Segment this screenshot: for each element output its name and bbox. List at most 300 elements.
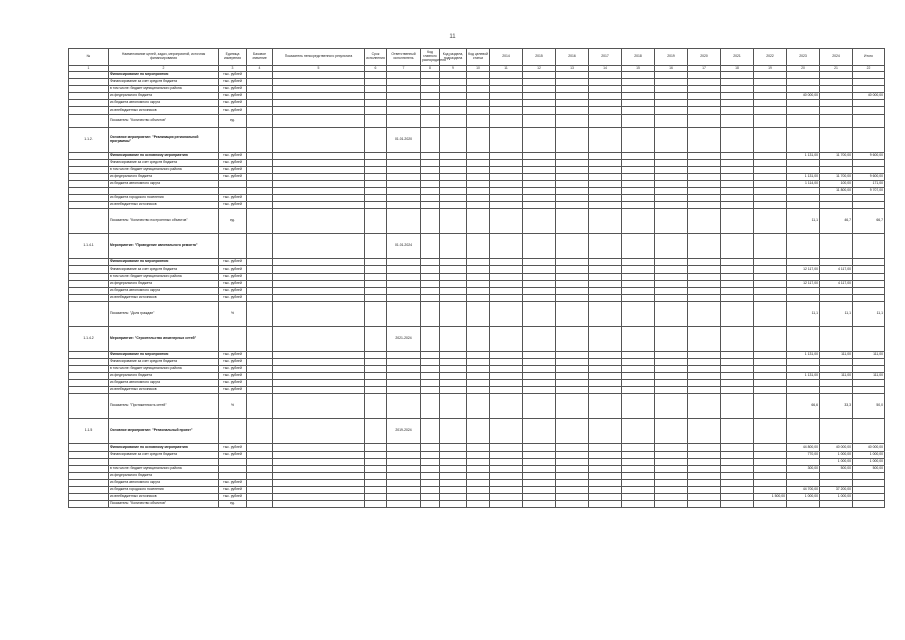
row-value-cell [688,173,721,180]
row-value-cell [556,100,589,107]
row-value-cell [721,472,754,479]
row-value-cell [440,351,467,358]
row-name-cell: Показатель: "Количество построенных объектов" [109,209,219,234]
row-value-cell [273,358,365,365]
header-year: 2015 [523,49,556,66]
row-value-cell [490,209,523,234]
row-value-cell [490,351,523,358]
row-value-cell [589,373,622,380]
row-value-cell [490,166,523,173]
row-value-cell [247,166,273,173]
row-value-cell [622,72,655,79]
row-value-cell [556,387,589,394]
row-value-cell: 9 600,00 [853,152,885,159]
row-value-cell [440,458,467,465]
row-value-cell [721,86,754,93]
row-number-cell [69,93,109,100]
table-row [69,358,885,365]
row-value-cell: 11,1 [853,301,885,326]
row-value-cell: 11 800,00 [820,188,853,195]
row-value-cell [853,326,885,351]
row-name-cell: в том числе: бюджет муниципального района [109,366,219,373]
table-row [69,366,885,373]
row-number-cell [69,259,109,266]
row-value-cell [365,86,387,93]
row-value-cell: 66,7 [853,209,885,234]
row-value-cell [247,114,273,127]
row-value-cell [273,79,365,86]
row-value-cell [556,202,589,209]
row-value-cell [421,86,440,93]
row-value-cell [523,152,556,159]
row-value-cell [556,195,589,202]
header-num: № [69,49,109,66]
row-value-cell: 33,3 [820,394,853,419]
row-value-cell [490,326,523,351]
row-value-cell [273,451,365,458]
row-value-cell [273,373,365,380]
row-value-cell [387,380,421,387]
row-value-cell: 1 000,00 [853,458,885,465]
row-value-cell [273,487,365,494]
row-value-cell [754,387,787,394]
row-unit-cell: тыс. рублей [219,479,247,486]
table-row [69,380,885,387]
row-value-cell [754,159,787,166]
row-name-cell: Показатель: "Количество объектов" [109,114,219,127]
row-value-cell [421,472,440,479]
row-number-cell [69,79,109,86]
row-unit-cell: ед. [219,209,247,234]
row-number-cell [69,86,109,93]
row-value-cell [421,287,440,294]
row-value-cell [589,273,622,280]
row-value-cell [490,280,523,287]
row-value-cell [655,72,688,79]
row-unit-cell: тыс. рублей [219,159,247,166]
row-value-cell [467,166,490,173]
table-row [69,444,885,451]
row-value-cell [490,301,523,326]
row-value-cell [688,234,721,259]
row-value-cell [589,188,622,195]
row-unit-cell [219,465,247,472]
row-value-cell [589,86,622,93]
row-value-cell [787,72,820,79]
row-value-cell [523,494,556,501]
row-value-cell [589,234,622,259]
row-value-cell [688,494,721,501]
row-value-cell [440,451,467,458]
row-value-cell [556,451,589,458]
row-value-cell [787,166,820,173]
row-value-cell [622,294,655,301]
row-value-cell [365,280,387,287]
row-value-cell [421,501,440,508]
table-row [69,234,885,259]
row-value-cell [440,273,467,280]
row-value-cell [490,202,523,209]
row-value-cell: 100,00 [820,180,853,187]
row-value-cell [556,380,589,387]
row-value-cell [688,394,721,419]
row-value-cell [622,280,655,287]
row-value-cell [467,100,490,107]
row-value-cell [754,79,787,86]
row-value-cell [247,259,273,266]
row-value-cell [365,351,387,358]
row-value-cell [787,259,820,266]
row-value-cell [273,458,365,465]
row-value-cell: 111,00 [820,373,853,380]
table-row [69,501,885,508]
row-value-cell [655,166,688,173]
row-value-cell [387,79,421,86]
row-value-cell [467,86,490,93]
row-value-cell [754,209,787,234]
row-value-cell [556,266,589,273]
row-value-cell [387,107,421,114]
row-value-cell [523,234,556,259]
row-value-cell [655,451,688,458]
row-number-cell [69,458,109,465]
row-value-cell [273,351,365,358]
row-value-cell [273,380,365,387]
row-value-cell [820,358,853,365]
row-value-cell [655,259,688,266]
row-value-cell [421,465,440,472]
row-value-cell [556,351,589,358]
row-name-cell: из федерального бюджета [109,93,219,100]
row-value-cell [421,93,440,100]
row-value-cell [387,266,421,273]
row-value-cell [523,107,556,114]
row-value-cell [688,465,721,472]
row-value-cell [523,188,556,195]
row-value-cell [467,114,490,127]
row-value-cell [556,373,589,380]
row-value-cell: 1 131,00 [787,351,820,358]
row-value-cell [490,487,523,494]
row-value-cell [273,86,365,93]
row-value-cell [721,280,754,287]
row-value-cell [247,419,273,444]
row-value-cell [820,472,853,479]
row-value-cell: 1 000,00 [820,458,853,465]
row-value-cell [754,234,787,259]
row-name-cell: Финансирование по основному мероприятию [109,444,219,451]
row-value-cell [688,458,721,465]
row-value-cell [655,86,688,93]
row-value-cell [421,394,440,419]
row-value-cell [754,373,787,380]
row-value-cell [688,487,721,494]
table-row [69,351,885,358]
row-value-cell [721,358,754,365]
row-value-cell [365,301,387,326]
row-value-cell [421,479,440,486]
row-value-cell [387,166,421,173]
row-value-cell [273,394,365,419]
row-value-cell [853,100,885,107]
row-value-cell: 11 700,00 [820,152,853,159]
row-name-cell: Финансирование за счет средств бюджета [109,266,219,273]
row-value-cell [622,127,655,152]
row-value-cell [688,127,721,152]
row-value-cell [853,79,885,86]
row-value-cell [467,458,490,465]
row-value-cell [440,127,467,152]
row-unit-cell: тыс. рублей [219,93,247,100]
row-value-cell [247,273,273,280]
row-unit-cell: тыс. рублей [219,366,247,373]
table-row [69,301,885,326]
row-number-cell [69,479,109,486]
row-value-cell [440,287,467,294]
row-value-cell [273,188,365,195]
row-value-cell [589,479,622,486]
row-name-cell: из внебюджетных источников [109,202,219,209]
row-value-cell [467,351,490,358]
row-value-cell [655,202,688,209]
row-value-cell [490,100,523,107]
row-value-cell [655,114,688,127]
column-code-cell: 10 [467,66,490,72]
row-value-cell [589,266,622,273]
row-value-cell [467,380,490,387]
row-value-cell [853,479,885,486]
row-value-cell [273,419,365,444]
row-value-cell [273,173,365,180]
row-value-cell [490,234,523,259]
row-value-cell [421,266,440,273]
row-value-cell [820,100,853,107]
row-value-cell [688,351,721,358]
row-unit-cell [219,188,247,195]
row-unit-cell: % [219,394,247,419]
row-unit-cell: тыс. рублей [219,152,247,159]
row-value-cell [387,114,421,127]
row-value-cell [556,479,589,486]
row-value-cell [853,273,885,280]
column-code-cell: 6 [365,66,387,72]
row-number-cell: 1.1.5 [69,419,109,444]
row-value-cell [787,114,820,127]
row-value-cell: 4 117,00 [820,266,853,273]
row-unit-cell: тыс. рублей [219,79,247,86]
row-value-cell [688,287,721,294]
row-value-cell [688,366,721,373]
row-value-cell [247,152,273,159]
row-value-cell [365,444,387,451]
row-value-cell [440,501,467,508]
row-value-cell [655,419,688,444]
row-value-cell: 9 707,00 [853,188,885,195]
row-value-cell [365,173,387,180]
row-value-cell [523,472,556,479]
row-value-cell [622,451,655,458]
table-row [69,188,885,195]
row-value-cell: 500,00 [853,465,885,472]
row-value-cell [247,107,273,114]
row-value-cell [490,79,523,86]
row-value-cell [655,180,688,187]
table-row [69,209,885,234]
row-value-cell [787,479,820,486]
row-value-cell [440,479,467,486]
row-value-cell [247,487,273,494]
row-value-cell [440,259,467,266]
row-value-cell [523,387,556,394]
row-value-cell [421,366,440,373]
row-value-cell [622,173,655,180]
row-value-cell [589,501,622,508]
row-number-cell [69,107,109,114]
row-name-cell: из бюджета автономного округа [109,180,219,187]
row-value-cell [721,202,754,209]
row-value-cell [523,93,556,100]
row-value-cell [688,188,721,195]
row-value-cell [440,152,467,159]
row-value-cell [523,287,556,294]
row-value-cell [589,180,622,187]
row-value-cell [421,152,440,159]
row-value-cell [853,202,885,209]
row-value-cell [622,465,655,472]
table-row [69,266,885,273]
row-value-cell [853,387,885,394]
row-unit-cell: тыс. рублей [219,373,247,380]
row-value-cell [853,380,885,387]
row-value-cell [247,358,273,365]
row-value-cell [688,444,721,451]
row-value-cell [754,294,787,301]
row-value-cell [440,114,467,127]
row-value-cell [853,287,885,294]
row-value-cell [467,159,490,166]
column-code-cell: 13 [556,66,589,72]
row-value-cell [754,287,787,294]
row-value-cell [440,159,467,166]
row-value-cell [490,394,523,419]
row-value-cell [490,451,523,458]
row-value-cell [247,266,273,273]
table-body [69,66,885,508]
row-value-cell [387,487,421,494]
row-value-cell [853,72,885,79]
row-unit-cell: тыс. рублей [219,86,247,93]
row-value-cell [523,419,556,444]
row-value-cell: 40 000,00 [853,93,885,100]
row-value-cell [490,86,523,93]
row-value-cell [622,273,655,280]
row-value-cell [421,107,440,114]
header-kbk-3: Код целевой статьи [467,49,490,66]
row-value-cell [440,419,467,444]
row-value-cell [523,326,556,351]
row-value-cell [787,287,820,294]
row-value-cell: 770,00 [787,451,820,458]
row-value-cell: 40 000,00 [787,93,820,100]
row-value-cell [754,419,787,444]
row-value-cell [655,100,688,107]
row-value-cell [622,479,655,486]
row-name-cell: Финансирование по мероприятию [109,351,219,358]
row-value-cell [721,301,754,326]
row-value-cell [787,472,820,479]
row-value-cell [655,152,688,159]
row-value-cell [655,472,688,479]
row-value-cell [490,472,523,479]
row-value-cell [853,159,885,166]
row-value-cell: 01.01.2020 [387,127,421,152]
row-value-cell [247,195,273,202]
row-value-cell [387,100,421,107]
row-value-cell [589,152,622,159]
row-value-cell [589,458,622,465]
row-name-cell: Показатель: "Количество объектов" [109,501,219,508]
row-name-cell: из бюджета автономного округа [109,380,219,387]
table-row [69,93,885,100]
row-value-cell [754,202,787,209]
row-value-cell [754,366,787,373]
row-value-cell [523,202,556,209]
row-value-cell [754,394,787,419]
row-value-cell [273,259,365,266]
row-value-cell [523,86,556,93]
row-value-cell [490,287,523,294]
row-value-cell [688,301,721,326]
row-value-cell [589,326,622,351]
row-value-cell [273,166,365,173]
row-value-cell [523,487,556,494]
row-name-cell: Финансирование по мероприятию [109,259,219,266]
row-value-cell [273,72,365,79]
row-value-cell: 1 000,00 [787,494,820,501]
row-value-cell [721,419,754,444]
row-value-cell [365,93,387,100]
row-value-cell [523,358,556,365]
row-name-cell: из внебюджетных источников [109,494,219,501]
row-number-cell [69,159,109,166]
row-unit-cell [219,472,247,479]
row-value-cell [622,351,655,358]
row-value-cell [655,487,688,494]
row-value-cell [556,188,589,195]
column-code-cell: 11 [490,66,523,72]
row-value-cell [721,351,754,358]
row-value-cell [421,358,440,365]
column-code-cell: 16 [655,66,688,72]
row-value-cell [387,280,421,287]
row-value-cell [622,93,655,100]
row-value-cell [467,326,490,351]
row-value-cell [556,173,589,180]
row-value-cell [467,387,490,394]
row-unit-cell: тыс. рублей [219,294,247,301]
row-value-cell [440,100,467,107]
row-value-cell [853,234,885,259]
row-value-cell [523,394,556,419]
header-deadline: Срок исполнения [365,49,387,66]
column-code-cell: 14 [589,66,622,72]
row-value-cell [721,166,754,173]
row-value-cell [467,127,490,152]
row-name-cell: из внебюджетных источников [109,107,219,114]
column-code-cell: 7 [387,66,421,72]
column-code-cell: 17 [688,66,721,72]
row-value-cell [421,72,440,79]
